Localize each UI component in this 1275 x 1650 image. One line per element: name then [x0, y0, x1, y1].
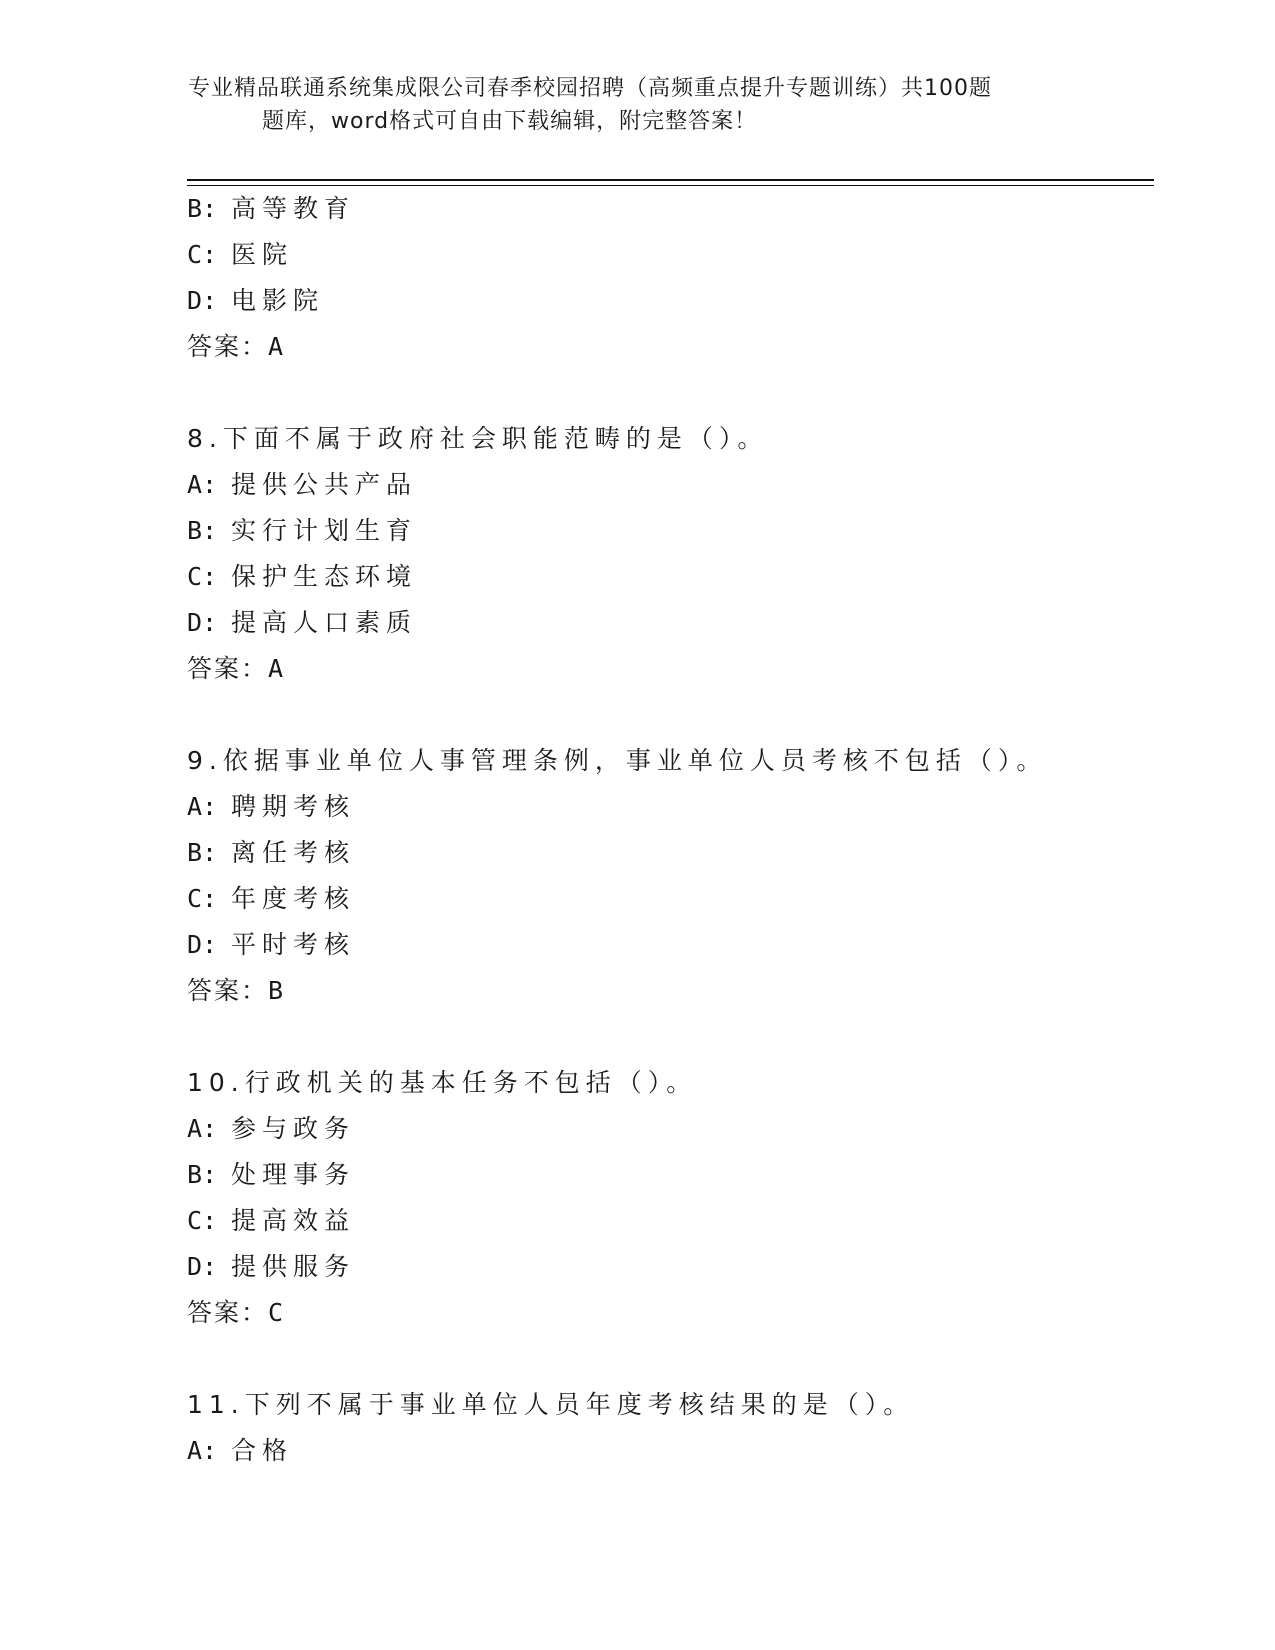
option-text: 离任考核 — [231, 838, 356, 867]
option-text: 高等教育 — [231, 194, 356, 223]
option-letter: A: — [187, 470, 218, 499]
header-line-2: 题库，word格式可自由下载编辑，附完整答案！ — [262, 109, 758, 134]
answer-option — [187, 1244, 1147, 1290]
option-text: 提高效益 — [231, 1206, 356, 1235]
answer-option — [187, 278, 1147, 324]
answer-option — [187, 186, 1147, 232]
option-letter: C: — [187, 884, 218, 913]
option-text: 聘期考核 — [231, 792, 356, 821]
answer-option — [187, 462, 1147, 508]
question-block — [187, 186, 1147, 370]
option-text: 电影院 — [231, 286, 325, 315]
question-block — [187, 1382, 1147, 1474]
answer-label: 答案： — [187, 332, 269, 361]
option-letter: D: — [187, 608, 218, 637]
question-text: 10.行政机关的基本任务不包括（）。 — [187, 1068, 698, 1097]
answer-option — [187, 232, 1147, 278]
header-line-1: 专业精品联通系统集成限公司春季校园招聘（高频重点提升专题训练）共100题 — [188, 76, 992, 101]
option-letter: A: — [187, 792, 218, 821]
question-block — [187, 738, 1147, 1014]
answer-line — [187, 646, 1147, 692]
answer-option — [187, 1198, 1147, 1244]
option-letter: A: — [187, 1114, 218, 1143]
question-block — [187, 1060, 1147, 1336]
answer-option — [187, 876, 1147, 922]
option-text: 提高人口素质 — [231, 608, 418, 637]
answer-label: 答案： — [187, 1298, 269, 1327]
option-letter: B: — [187, 838, 218, 867]
option-text: 实行计划生育 — [231, 516, 418, 545]
option-text: 医院 — [231, 240, 294, 269]
option-letter: B: — [187, 516, 218, 545]
answer-option — [187, 1428, 1147, 1474]
answer-line — [187, 968, 1147, 1014]
answer-option — [187, 922, 1147, 968]
answer-line — [187, 1290, 1147, 1336]
answer-label: 答案： — [187, 976, 269, 1005]
option-letter: C: — [187, 562, 218, 591]
document-header — [188, 72, 1068, 138]
header-rule-thick — [187, 179, 1154, 181]
answer-option — [187, 554, 1147, 600]
option-text: 参与政务 — [231, 1114, 356, 1143]
answer-option — [187, 600, 1147, 646]
answer-line — [187, 324, 1147, 370]
answer-value: A — [268, 332, 286, 361]
answer-option — [187, 508, 1147, 554]
option-text: 提供服务 — [231, 1252, 356, 1281]
answer-option — [187, 830, 1147, 876]
option-text: 保护生态环境 — [231, 562, 418, 591]
answer-option — [187, 1152, 1147, 1198]
question-text: 9.依据事业单位人事管理条例，事业单位人员考核不包括（）。 — [187, 746, 1048, 775]
option-letter: D: — [187, 930, 218, 959]
option-letter: C: — [187, 1206, 218, 1235]
option-letter: D: — [187, 286, 218, 315]
answer-value: A — [268, 654, 286, 683]
answer-label: 答案： — [187, 654, 269, 683]
option-text: 合格 — [231, 1436, 294, 1465]
option-text: 年度考核 — [231, 884, 356, 913]
option-letter: B: — [187, 1160, 218, 1189]
question-text: 11.下列不属于事业单位人员年度考核结果的是（）。 — [187, 1390, 915, 1419]
answer-value: B — [268, 976, 286, 1005]
answer-value: C — [268, 1298, 286, 1327]
answer-option — [187, 1106, 1147, 1152]
option-text: 处理事务 — [231, 1160, 356, 1189]
question-list — [187, 186, 1147, 1474]
option-letter: B: — [187, 194, 218, 223]
answer-option — [187, 784, 1147, 830]
option-text: 提供公共产品 — [231, 470, 418, 499]
question-text: 8.下面不属于政府社会职能范畴的是（）。 — [187, 424, 769, 453]
option-letter: C: — [187, 240, 218, 269]
option-letter: D: — [187, 1252, 218, 1281]
option-text: 平时考核 — [231, 930, 356, 959]
question-block — [187, 416, 1147, 692]
option-letter: A: — [187, 1436, 218, 1465]
